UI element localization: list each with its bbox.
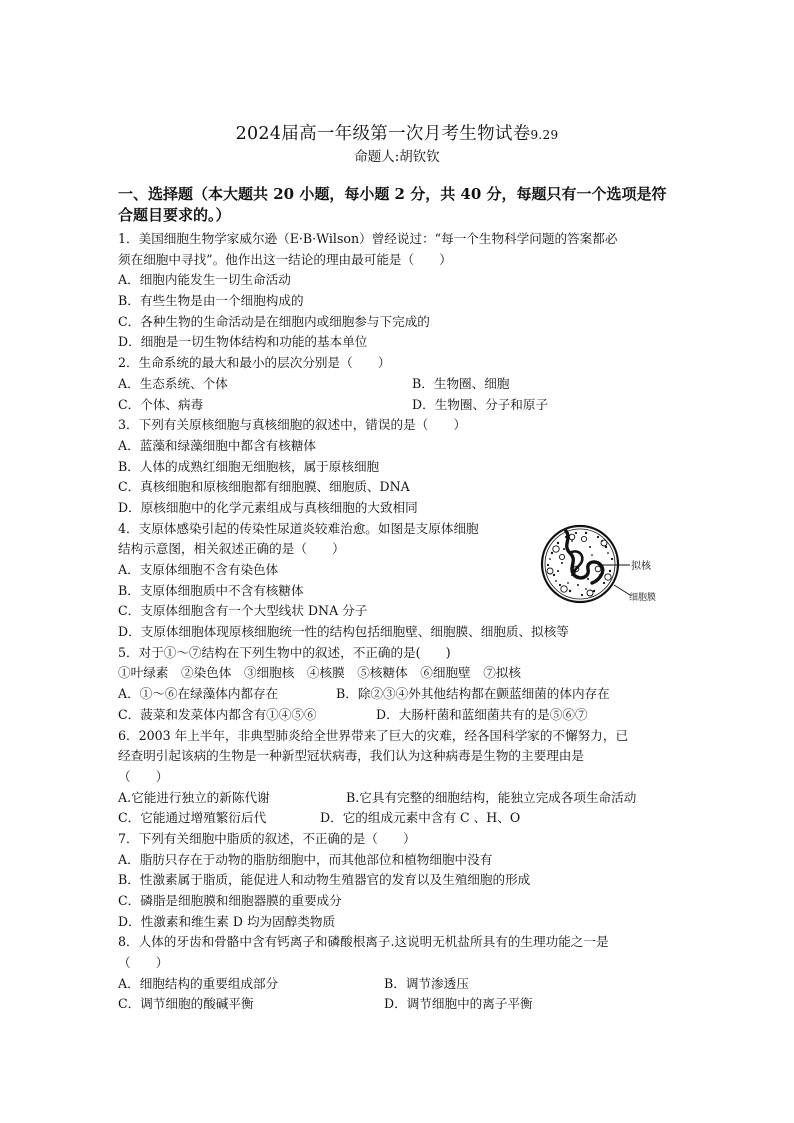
- exam-title: 2024届高一年级第一次月考生物试卷: [235, 124, 531, 144]
- q2-option-c: C．个体、病毒: [118, 396, 204, 412]
- q8-options-row2: [118, 994, 688, 1015]
- q3-option-d: D．原核细胞中的化学元素组成与真核细胞的大致相同: [118, 499, 418, 515]
- q5-stem: 5．对于①～⑦结构在下列生物中的叙述，不正确的是( ): [118, 644, 451, 660]
- q7-option-d: D．性激素和维生素 D 均为固醇类物质: [118, 913, 336, 929]
- q1-stem-line1: 1．美国细胞生物学家威尔逊（E·B·Wilson）曾经说过：“每一个生物科学问题的答案都必: [118, 231, 618, 246]
- q4-stem-line1: 4．支原体感染引起的传染性尿道炎较难治愈。如图是支原体细胞: [118, 520, 479, 536]
- section-heading: 一、选择题（本大题共 20 小题，每小题 2 分，共 40 分，每题只有一个选项是符合题目要求的。）: [118, 185, 667, 224]
- q5-structure-list: ①叶绿素 ②染色体 ③细胞核 ④核膜 ⑤核糖体 ⑥细胞壁 ⑦拟核: [118, 665, 521, 681]
- q5-options-row2: [118, 705, 688, 726]
- q4-option-d: D．支原体细胞体现原核细胞统一性的结构包括细胞壁、细胞膜、细胞质、拟核等: [118, 624, 569, 640]
- q4-stem-line2: 结构示意图，相关叙述正确的是（ ）: [118, 541, 345, 557]
- q7-option-c: C．磷脂是细胞膜和细胞器膜的重要成分: [118, 893, 342, 908]
- exam-author: 命题人:胡钦钦: [354, 149, 440, 165]
- q7-option-b: B．性激素属于脂质，能促进人和动物生殖器官的发育以及生殖细胞的形成: [118, 872, 531, 888]
- q3-option-b: B．人体的成熟红细胞无细胞核，属于原核细胞: [118, 458, 380, 474]
- q3-stem: 3．下列有关原核细胞与真核细胞的叙述中，错误的是（ ）: [118, 417, 467, 433]
- q6-stem-line2: 经查明引起该病的生物是一种新型冠状病毒，我们认为这种病毒是生物的主要理由是: [118, 748, 584, 764]
- q4-option-b: B．支原体细胞质中不含有核糖体: [118, 582, 304, 598]
- q6-option-d: D．它的组成元素中含有 C 、H、O: [320, 810, 521, 826]
- q2-options-row1: [118, 374, 688, 395]
- q8-option-d: D．调节细胞中的离子平衡: [384, 996, 533, 1012]
- q6-option-b: B.它具有完整的细胞结构，能独立完成各项生命活动: [346, 789, 637, 805]
- q3-option-c: C．真核细胞和原核细胞都有细胞膜、细胞质、DNA: [118, 479, 410, 495]
- mycoplasma-cell-diagram: [528, 523, 668, 605]
- q1-stem-line2: 须在细胞中寻找”。他作出这一结论的理由最可能是（ ）: [118, 251, 452, 267]
- q1-option-b: B．有些生物是由一个细胞构成的: [118, 293, 304, 309]
- q5-option-a: A．①～⑥在绿藻体内都存在: [118, 686, 279, 702]
- q3-option-a: A．蓝藻和绿藻细胞中都含有核糖体: [118, 437, 317, 453]
- label-nucleoid: 拟核: [631, 561, 651, 572]
- page-title: [0, 120, 794, 145]
- label-cell-membrane: 细胞膜: [629, 593, 657, 603]
- q7-stem: 7．下列有关细胞中脂质的叙述，不正确的是（ ）: [118, 830, 416, 846]
- q2-option-d: D．生物圈、分子和原子: [412, 396, 549, 412]
- exam-date: 9.29: [530, 128, 559, 142]
- q7-option-a: A．脂肪只存在于动物的脂肪细胞中，而其他部位和植物细胞中没有: [118, 851, 493, 867]
- q5-options-row1: [118, 684, 688, 705]
- q1-option-c: C．各种生物的生命活动是在细胞内或细胞参与下完成的: [118, 313, 430, 329]
- q4-option-c: C．支原体细胞含有一个大型线状 DNA 分子: [118, 603, 368, 619]
- q8-stem-line2: （ ）: [118, 955, 169, 971]
- q5-option-d: D．大肠杆菌和蓝细菌共有的是⑤⑥⑦: [376, 706, 588, 722]
- q4-option-a: A．支原体细胞不含有染色体: [118, 562, 279, 577]
- question-list: [118, 229, 688, 1015]
- q8-option-c: C．调节细胞的酸碱平衡: [118, 996, 254, 1012]
- q2-stem: 2．生命系统的最大和最小的层次分别是（ ）: [118, 355, 391, 371]
- q5-option-b: B．除②③④外其他结构都在颤蓝细菌的体内存在: [336, 686, 610, 702]
- q8-stem-line1: 8．人体的牙齿和骨骼中含有钙离子和磷酸根离子.这说明无机盐所具有的生理功能之一是: [118, 934, 609, 950]
- q6-option-a: A.它能进行独立的新陈代谢: [118, 789, 270, 805]
- q8-options-row1: [118, 974, 688, 995]
- q2-option-b: B．生物圈、细胞: [412, 375, 510, 391]
- q2-options-row2: [118, 395, 688, 416]
- q8-option-b: B．调节渗透压: [384, 975, 469, 991]
- q2-option-a: A．生态系统、个体: [118, 375, 228, 391]
- q8-option-a: A．细胞结构的重要组成部分: [118, 975, 279, 991]
- q1-option-d: D．细胞是一切生物体结构和功能的基本单位: [118, 334, 368, 350]
- q6-option-c: C．它能通过增殖繁衍后代: [118, 810, 267, 826]
- q6-options-row2: [118, 808, 688, 829]
- q1-option-a: A．细胞内能发生一切生命活动: [118, 272, 291, 288]
- q6-stem-line1: 6．2003 年上半年，非典型肺炎给全世界带来了巨大的灾难，经各国科学家的不懈努力，已: [118, 727, 629, 743]
- q6-options-row1: [118, 788, 688, 809]
- q5-option-c: C．菠菜和发菜体内都含有①④⑤⑥: [118, 706, 317, 722]
- q6-stem-line3: （ ）: [118, 768, 169, 784]
